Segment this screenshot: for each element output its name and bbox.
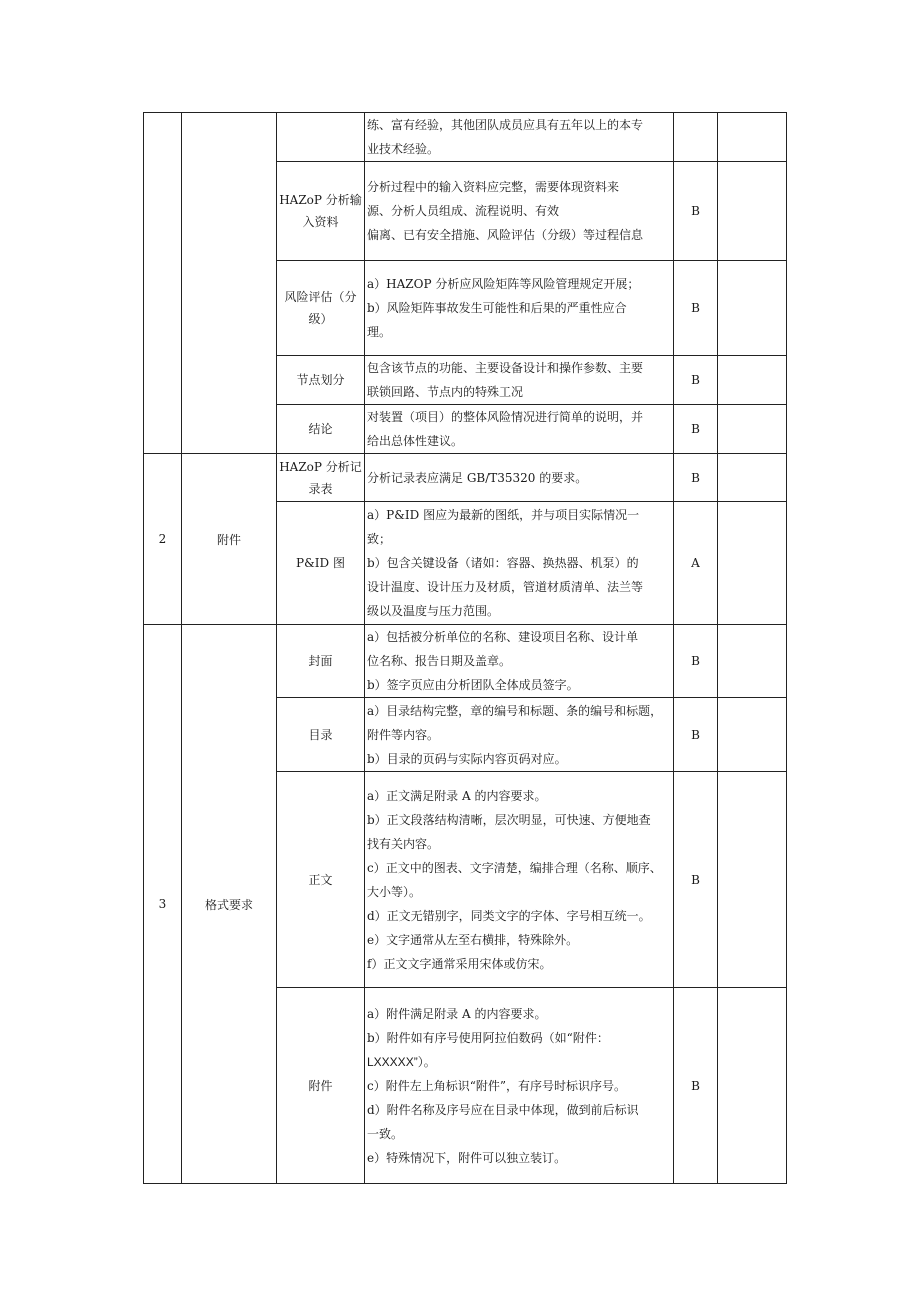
- remark-cell: [718, 772, 787, 988]
- requirement-line: b）正文段落结构清晰，层次明显，可快速、方便地查: [367, 812, 651, 827]
- review-table: [143, 112, 787, 1184]
- sub-item-cell: [277, 113, 365, 162]
- requirement-line: b）签字页应由分析团队全体成员签字。: [367, 678, 579, 692]
- item-name-cell: [182, 113, 277, 454]
- item-name-cell: 附件: [182, 454, 277, 625]
- grade-cell: B: [674, 454, 718, 502]
- remark-cell: [718, 405, 787, 454]
- requirement-line: 联锁回路、节点内的特殊工况: [367, 385, 524, 399]
- table-row: [144, 625, 787, 698]
- remark-cell: [718, 698, 787, 772]
- sub-item-cell: 节点划分: [277, 356, 365, 405]
- grade-cell: A: [674, 502, 718, 625]
- requirement-line: 找有关内容。: [367, 836, 440, 851]
- requirement-line: a）包括被分析单位的名称、建设项目名称、设计单: [367, 630, 639, 644]
- sub-item-cell: HAZoP 分析记录表: [277, 454, 365, 502]
- requirement-line: 业技术经验。: [367, 142, 440, 156]
- requirement-line: b）附件如有序号使用阿拉伯数码（如“附件：: [367, 1030, 609, 1045]
- remark-cell: [718, 625, 787, 698]
- sub-item-cell: P&ID 图: [277, 502, 365, 625]
- requirement-cell: [365, 162, 674, 261]
- remark-cell: [718, 113, 787, 162]
- remark-cell: [718, 502, 787, 625]
- requirement-line: a）P&ID 图应为最新的图纸，并与项目实际情况一: [367, 508, 640, 522]
- requirement-cell: [365, 356, 674, 405]
- requirement-line: 包含该节点的功能、主要设备设计和操作参数、主要: [367, 361, 644, 375]
- requirement-line: a）目录结构完整，章的编号和标题、条的编号和标题，: [367, 703, 663, 718]
- requirement-line: b）包含关键设备（诸如：容器、换热器、机泵）的: [367, 556, 639, 570]
- grade-cell: B: [674, 261, 718, 356]
- requirement-line: 分析过程中的输入资料应完整，需要体现资料来: [367, 180, 620, 194]
- remark-cell: [718, 162, 787, 261]
- requirement-cell: [365, 988, 674, 1184]
- requirement-line: d）正文无错别字，同类文字的字体、字号相互统一。: [367, 908, 651, 923]
- requirement-line: a）附件满足附录 A 的内容要求。: [367, 1006, 547, 1021]
- requirement-line: 设计温度、设计压力及材质，管道材质清单、法兰等: [367, 580, 644, 594]
- grade-cell: B: [674, 698, 718, 772]
- requirement-line: 练、富有经验，其他团队成员应具有五年以上的本专: [367, 118, 644, 132]
- requirement-line: 大小等）。: [367, 884, 422, 899]
- table-row: [144, 113, 787, 162]
- requirement-line: c）正文中的图表、文字清楚，编排合理（名称、顺序、: [367, 860, 662, 875]
- remark-cell: [718, 988, 787, 1184]
- grade-cell: B: [674, 625, 718, 698]
- requirement-cell: [365, 405, 674, 454]
- requirement-cell: [365, 625, 674, 698]
- requirement-line: 级以及温度与压力范围。: [367, 604, 500, 618]
- requirement-line: 对装置（项目）的整体风险情况进行简单的说明，并: [367, 410, 644, 424]
- sub-item-cell: HAZoP 分析输入资料: [277, 162, 365, 261]
- sub-item-cell: 目录: [277, 698, 365, 772]
- requirement-line: LXXXXX”）。: [367, 1054, 436, 1069]
- item-number-cell: [144, 113, 182, 454]
- sub-item-cell: 结论: [277, 405, 365, 454]
- remark-cell: [718, 356, 787, 405]
- requirement-line: a）正文满足附录 A 的内容要求。: [367, 788, 547, 803]
- grade-cell: B: [674, 772, 718, 988]
- item-number-cell: 2: [144, 454, 182, 625]
- remark-cell: [718, 261, 787, 356]
- table-row: [144, 454, 787, 502]
- sub-item-cell: 风险评估（分级）: [277, 261, 365, 356]
- requirement-cell: [365, 502, 674, 625]
- sub-item-cell: 封面: [277, 625, 365, 698]
- item-number-cell: 3: [144, 625, 182, 1184]
- grade-cell: B: [674, 356, 718, 405]
- requirement-cell: [365, 113, 674, 162]
- grade-cell: B: [674, 988, 718, 1184]
- grade-cell: B: [674, 162, 718, 261]
- requirement-line: 一致。: [367, 1126, 404, 1141]
- requirement-line: 分析记录表应满足 GB/T35320 的要求。: [367, 470, 588, 485]
- requirement-line: e）特殊情况下，附件可以独立装订。: [367, 1150, 567, 1165]
- requirement-line: b）目录的页码与实际内容页码对应。: [367, 751, 567, 766]
- remark-cell: [718, 454, 787, 502]
- requirement-cell: [365, 454, 674, 502]
- requirement-line: 理。: [367, 325, 392, 339]
- item-name-cell: 格式要求: [182, 625, 277, 1184]
- requirement-cell: [365, 772, 674, 988]
- requirement-line: 附件等内容。: [367, 727, 440, 742]
- requirement-line: b）风险矩阵事故发生可能性和后果的严重性应合: [367, 301, 627, 315]
- requirement-line: 偏离、已有安全措施、风险评估（分级）等过程信息: [367, 228, 644, 242]
- requirement-line: c）附件左上角标识“附件”，有序号时标识序号。: [367, 1078, 626, 1093]
- requirement-cell: [365, 261, 674, 356]
- sub-item-cell: 附件: [277, 988, 365, 1184]
- requirement-line: 源、分析人员组成、流程说明、有效: [367, 204, 560, 218]
- requirement-line: 致；: [367, 532, 392, 546]
- requirement-line: 给出总体性建议。: [367, 434, 464, 448]
- grade-cell: B: [674, 405, 718, 454]
- requirement-line: a）HAZOP 分析应风险矩阵等风险管理规定开展；: [367, 277, 640, 291]
- grade-cell: [674, 113, 718, 162]
- requirement-line: d）附件名称及序号应在目录中体现，做到前后标识: [367, 1102, 639, 1117]
- requirement-line: 位名称、报告日期及盖章。: [367, 654, 512, 668]
- requirement-cell: [365, 698, 674, 772]
- requirement-line: f）正文文字通常采用宋体或仿宋。: [367, 956, 552, 971]
- sub-item-cell: 正文: [277, 772, 365, 988]
- requirement-line: e）文字通常从左至右横排，特殊除外。: [367, 932, 579, 947]
